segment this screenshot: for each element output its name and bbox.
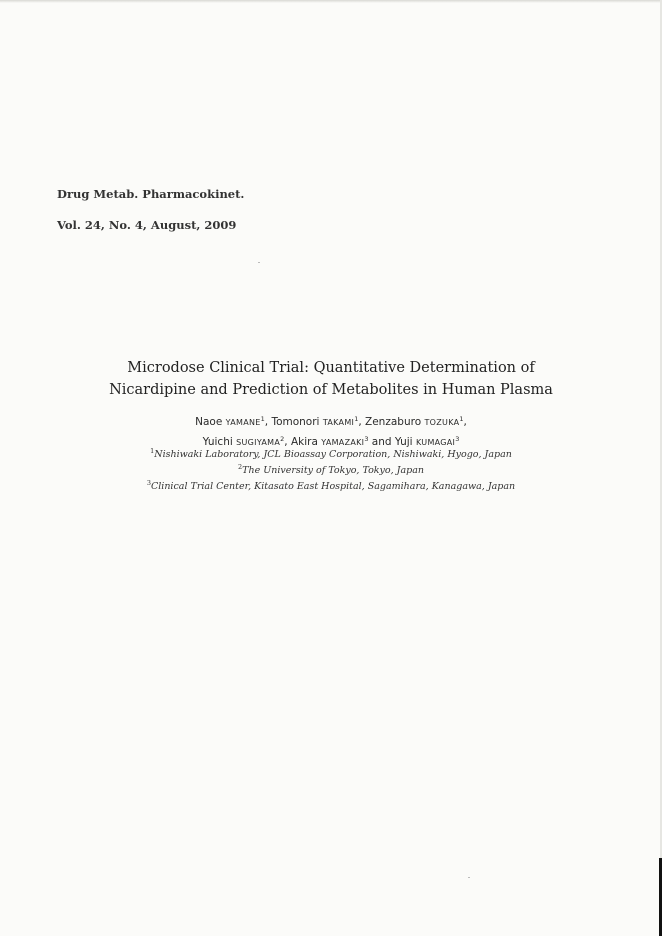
author-separator: , [358, 416, 366, 428]
affiliation-number: 2 [237, 463, 243, 471]
scan-speck [258, 262, 260, 263]
affiliation-line [0, 461, 662, 477]
author-aff-number: 2 [280, 435, 285, 443]
author-aff-number: 3 [455, 435, 460, 443]
author-separator: and [368, 436, 395, 448]
author-surname: TAKAMI [322, 418, 355, 427]
affiliation-text: Nishiwaki Laboratory, JCL Bioassay Corporation, Nishiwaki, Hyogo, Japan [154, 449, 512, 460]
affiliation-number: 1 [150, 447, 155, 455]
paper-title [0, 357, 662, 401]
author-aff-number: 1 [354, 415, 359, 423]
author-separator: , [463, 416, 467, 428]
author-line-1 [0, 411, 662, 431]
author-given: Zenzaburo [365, 416, 422, 428]
author-given: Naoe [195, 416, 223, 428]
affiliation-number: 3 [146, 479, 151, 487]
author-surname: SUGIYAMA [236, 438, 281, 447]
journal-name: Drug Metab. Pharmacokinet. [57, 187, 245, 201]
author-surname: YAMANE [225, 418, 261, 427]
author-aff-number: 3 [364, 435, 369, 443]
author-given: Tomonori [271, 416, 320, 428]
author-separator: , [284, 436, 291, 448]
author-aff-number: 1 [260, 415, 265, 423]
affiliation-line [0, 445, 662, 461]
author-surname: YAMAZAKI [321, 438, 365, 447]
author-given: Yuji [394, 436, 413, 448]
affiliation-text: The University of Tokyo, Tokyo, Japan [242, 465, 425, 476]
affiliation-text: Clinical Trial Center, Kitasato East Hospital, Sagamihara, Kanagawa, Japan [150, 481, 516, 492]
page-edge-top [0, 0, 662, 3]
author-aff-number: 1 [459, 415, 464, 423]
scan-speck [468, 877, 470, 878]
paper-title-line-1: Microdose Clinical Trial: Quantitative Determination of [127, 360, 535, 376]
author-given: Yuichi [202, 436, 233, 448]
paper-title-line-2: Nicardipine and Prediction of Metabolites in Human Plasma [109, 382, 553, 398]
affiliation-line [0, 477, 662, 493]
author-separator: , [264, 416, 272, 428]
affiliation-list [0, 445, 662, 493]
author-surname: KUMAGAI [415, 438, 456, 447]
author-given: Akira [290, 436, 318, 448]
journal-volume-issue: Vol. 24, No. 4, August, 2009 [57, 218, 237, 232]
author-surname: TOZUKA [424, 418, 460, 427]
